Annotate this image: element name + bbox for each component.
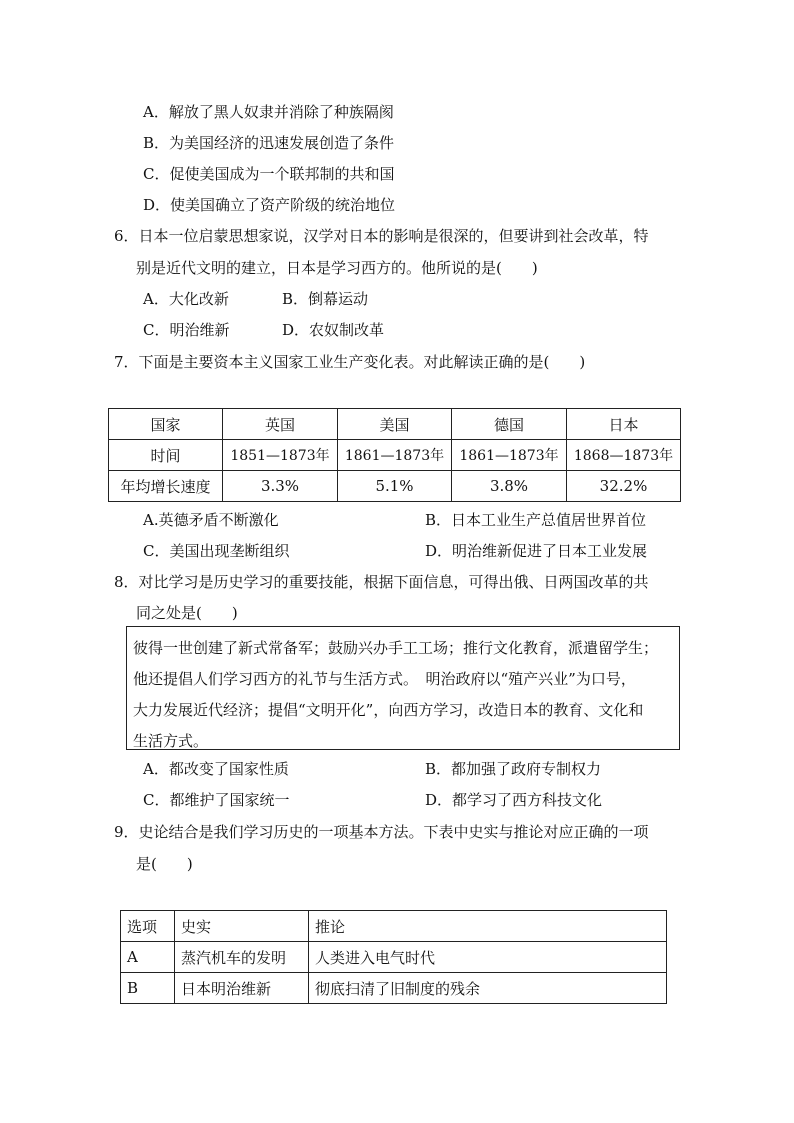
- q8-option-d: D．都学习了西方科技文化: [425, 791, 603, 809]
- table-header-cell: 英国: [223, 409, 338, 440]
- table-cell: 3.3%: [223, 471, 338, 502]
- table-cell: 彻底扫清了旧制度的残余: [309, 973, 667, 1004]
- q7-option-b: B．日本工业生产总值居世界首位: [425, 511, 647, 529]
- table-row: [109, 440, 681, 471]
- table-cell: A: [121, 942, 175, 973]
- q8-option-c: C．都维护了国家统一: [143, 791, 290, 809]
- material-line: 彼得一世创建了新式常备军；鼓励兴办手工工场；推行文化教育，派遣留学生；: [133, 639, 659, 657]
- table-header-cell: 选项: [121, 911, 175, 942]
- table-cell: B: [121, 973, 175, 1004]
- q9-stem-line1: 9．史论结合是我们学习历史的一项基本方法。下表中史实与推论对应正确的一项: [114, 823, 649, 841]
- q6-stem-line1: 6．日本一位启蒙思想家说，汉学对日本的影响是很深的，但要讲到社会改革，特: [114, 227, 649, 245]
- q6-option-a: A．大化改新: [143, 290, 229, 308]
- table-header-cell: 德国: [452, 409, 567, 440]
- q6-stem-line2: 别是近代文明的建立，日本是学习西方的。他所说的是( ): [136, 259, 538, 277]
- q5-option-a: A．解放了黑人奴隶并消除了种族隔阂: [143, 103, 394, 121]
- table-header-row: [121, 911, 667, 942]
- table-cell: 1851—1873年: [223, 440, 338, 471]
- q7-option-c: C．美国出现垄断组织: [143, 542, 290, 560]
- material-line: 生活方式。: [133, 732, 209, 750]
- table-cell: 5.1%: [338, 471, 452, 502]
- table-cell: 人类进入电气时代: [309, 942, 667, 973]
- q8-stem-line1: 8．对比学习是历史学习的重要技能，根据下面信息，可得出俄、日两国改革的共: [114, 573, 649, 591]
- q7-stem: 7．下面是主要资本主义国家工业生产变化表。对此解读正确的是( ): [114, 353, 586, 371]
- q7-option-d: D．明治维新促进了日本工业发展: [425, 542, 648, 560]
- q7-industry-table: [108, 408, 681, 502]
- table-cell: 3.8%: [452, 471, 567, 502]
- table-cell: 1861—1873年: [452, 440, 567, 471]
- table-header-cell: 史实: [175, 911, 309, 942]
- table-cell: 年均增长速度: [109, 471, 223, 502]
- table-row: [121, 973, 667, 1004]
- table-cell: 时间: [109, 440, 223, 471]
- table-header-cell: 推论: [309, 911, 667, 942]
- table-cell: 1861—1873年: [338, 440, 452, 471]
- q6-option-c: C．明治维新: [143, 321, 230, 339]
- q8-option-b: B．都加强了政府专制权力: [425, 760, 602, 778]
- table-header-cell: 日本: [567, 409, 681, 440]
- table-header-cell: 国家: [109, 409, 223, 440]
- table-row: [109, 471, 681, 502]
- q7-option-a: A.英德矛盾不断激化: [143, 511, 279, 529]
- table-cell: 蒸汽机车的发明: [175, 942, 309, 973]
- q8-stem-line2: 同之处是( ): [136, 604, 238, 622]
- table-header-row: [109, 409, 681, 440]
- q5-option-c: C．促使美国成为一个联邦制的共和国: [143, 165, 395, 183]
- table-header-cell: 美国: [338, 409, 452, 440]
- material-line: 他还提倡人们学习西方的礼节与生活方式。 明治政府以“殖产兴业”为口号，: [133, 670, 636, 688]
- q8-material-box: [126, 626, 680, 750]
- q8-option-a: A．都改变了国家性质: [143, 760, 289, 778]
- table-cell: 32.2%: [567, 471, 681, 502]
- q5-option-b: B．为美国经济的迅速发展创造了条件: [143, 134, 395, 152]
- table-row: [121, 942, 667, 973]
- table-cell: 日本明治维新: [175, 973, 309, 1004]
- q6-option-d: D．农奴制改革: [282, 321, 385, 339]
- table-cell: 1868—1873年: [567, 440, 681, 471]
- material-line: 大力发展近代经济；提倡“文明开化”，向西方学习，改造日本的教育、文化和: [133, 701, 644, 719]
- q9-stem-line2: 是( ): [136, 855, 193, 873]
- q5-option-d: D．使美国确立了资产阶级的统治地位: [143, 196, 396, 214]
- q6-option-b: B．倒幕运动: [282, 290, 369, 308]
- q9-reasoning-table: [120, 910, 667, 1004]
